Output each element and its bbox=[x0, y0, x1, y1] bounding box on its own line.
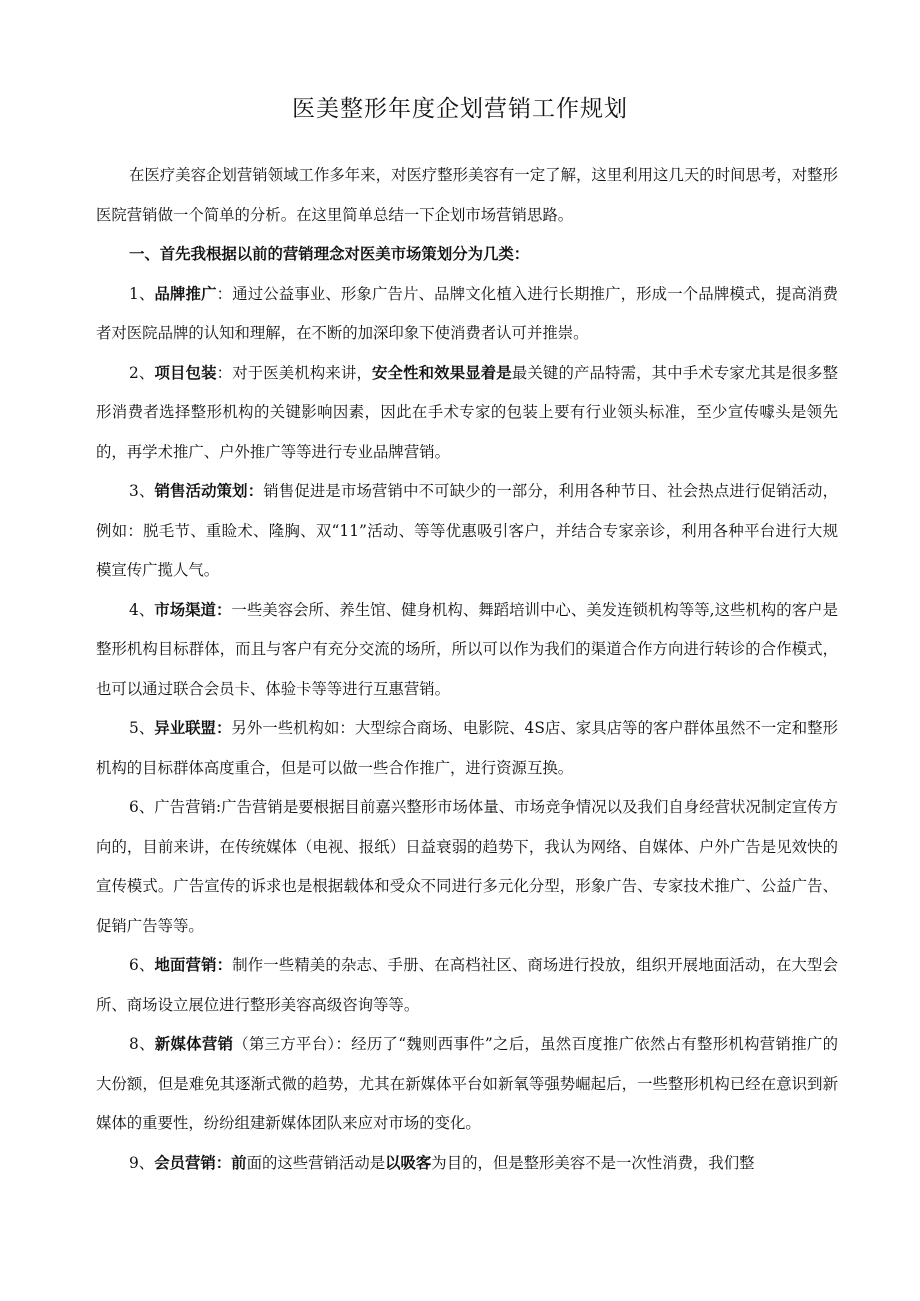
item-label: 新媒体营销 bbox=[154, 1035, 234, 1053]
item-text: 经历了“魏则西事件”之后，虽然百度推广依然占有整形机构营销推广的大份额，但是难免其逐渐式微的趋势，尤其在新媒体平台如新氧等强势崛起后，一些整形机构已经在意识到新媒体的重要性，纷纷组建新媒体团队来应对市场的变化。 bbox=[96, 1035, 838, 1132]
item-text: 另外一些机构如：大型综合商场、电影院、4S店、家具店等的客户群体虽然不一定和整形机构的目标群体高度重合，但是可以做一些合作推广，进行资源互换。 bbox=[96, 719, 838, 777]
item-colon: ： bbox=[216, 956, 233, 974]
list-item-1 bbox=[96, 275, 838, 354]
list-item-5 bbox=[96, 709, 838, 788]
item-colon: ： bbox=[215, 600, 232, 619]
item-text: 广告营销是要根据目前嘉兴整形市场体量、市场竞争情况以及我们自身经营状况制定宣传方向的，目前来讲，在传统媒体（电视、报纸）日益衰弱的趋势下，我认为网络、自媒体、户外广告是见效快的宣传模式。广告宣传的诉求也是根据载体和受众不同进行多元化分型，形象广告、专家技术推广、公益广告、促销广告等等。 bbox=[96, 798, 838, 935]
intro-paragraph: 在医疗美容企划营销领域工作多年来，对医疗整形美容有一定了解，这里利用这几天的时间思考，对整形医院营销做一个简单的分析。在这里简单总结一下企划市场营销思路。 bbox=[96, 166, 838, 224]
section-heading: 一、首先我根据以前的营销理念对医美市场策划分为几类： bbox=[129, 245, 530, 263]
item-text: 一些美容会所、养生馆、健身机构、舞蹈培训中心、美发连锁机构等等,这些机构的客户是整形机构目标群体，而且与客户有充分交流的场所，所以可以作为我们的渠道合作方向进行转诊的合作模式，也可以通过联合会员卡、体验卡等等进行互惠营销。 bbox=[96, 600, 838, 698]
item-label: 地面营销 bbox=[154, 956, 217, 974]
item-colon: ： bbox=[216, 363, 233, 382]
item-text-before: 对于医美机构来讲， bbox=[232, 363, 373, 382]
item-emphasis-1: 前 bbox=[231, 1153, 247, 1172]
item-colon: ： bbox=[215, 1153, 232, 1172]
item-number: 9、 bbox=[129, 1153, 155, 1172]
item-colon: （第三方平台）： bbox=[233, 1035, 352, 1053]
list-item-7 bbox=[96, 946, 838, 1025]
list-item-4 bbox=[96, 591, 838, 710]
item-text: 制作一些精美的杂志、手册、在高档社区、商场进行投放，组织开展地面活动，在大型会所、商场设立展位进行整形美容高级咨询等等。 bbox=[96, 956, 838, 1014]
item-text: 为目的，但是整形美容不是一次性消费，我们整 bbox=[431, 1153, 755, 1172]
item-colon: : bbox=[215, 798, 222, 816]
list-item-9 bbox=[96, 1144, 838, 1184]
item-number: 5、 bbox=[129, 719, 155, 737]
list-item-6 bbox=[96, 788, 838, 946]
item-emphasis-2: 以吸客 bbox=[385, 1153, 432, 1172]
item-label: 广告营销 bbox=[154, 798, 216, 816]
item-text: 通过公益事业、形象广告片、品牌文化植入进行长期推广，形成一个品牌模式，提高消费者对医院品牌的认知和理解，在不断的加深印象下使消费者认可并推崇。 bbox=[96, 284, 838, 342]
item-number: 2、 bbox=[129, 363, 155, 382]
item-colon: ： bbox=[216, 284, 233, 303]
item-colon: ： bbox=[215, 719, 232, 737]
document-title: 医美整形年度企划营销工作规划 bbox=[292, 96, 628, 122]
item-label: 市场渠道 bbox=[154, 600, 216, 619]
item-label: 项目包装 bbox=[154, 363, 217, 382]
item-emphasis: 安全性和效果显着是 bbox=[372, 363, 512, 382]
list-item-2 bbox=[96, 354, 838, 473]
list-item-8 bbox=[96, 1025, 838, 1144]
item-text: 销售促进是市场营销中不可缺少的一部分，利用各种节日、社会热点进行促销活动，例如：脱毛节、重睑术、隆胸、双“11”活动、等等优惠吸引客户，并结合专家亲诊，利用各种平台进行大规模宣传广揽人气。 bbox=[96, 482, 838, 579]
item-colon: ： bbox=[247, 482, 264, 500]
item-number: 6、 bbox=[129, 956, 155, 974]
item-number: 4、 bbox=[129, 600, 155, 619]
item-label: 会员营销 bbox=[154, 1153, 216, 1172]
item-label: 异业联盟 bbox=[154, 719, 216, 737]
list-item-3 bbox=[96, 472, 838, 591]
item-text: 最关键的产品特需，其中手术专家尤其是很多整形消费者选择整形机构的关键影响因素，因此在手术专家的包装上要有行业领头标准，至少宣传噱头是领先的，再学术推广、户外推广等等进行专业品牌营销。 bbox=[96, 363, 838, 461]
item-number: 6、 bbox=[129, 798, 155, 816]
item-mid-text: 面的这些营销活动是 bbox=[246, 1153, 386, 1172]
document-body bbox=[96, 156, 838, 1183]
item-number: 1、 bbox=[129, 284, 155, 303]
item-number: 8、 bbox=[129, 1035, 155, 1053]
item-label: 品牌推广 bbox=[154, 284, 217, 303]
item-number: 3、 bbox=[129, 482, 155, 500]
item-label: 销售活动策划 bbox=[154, 482, 248, 500]
